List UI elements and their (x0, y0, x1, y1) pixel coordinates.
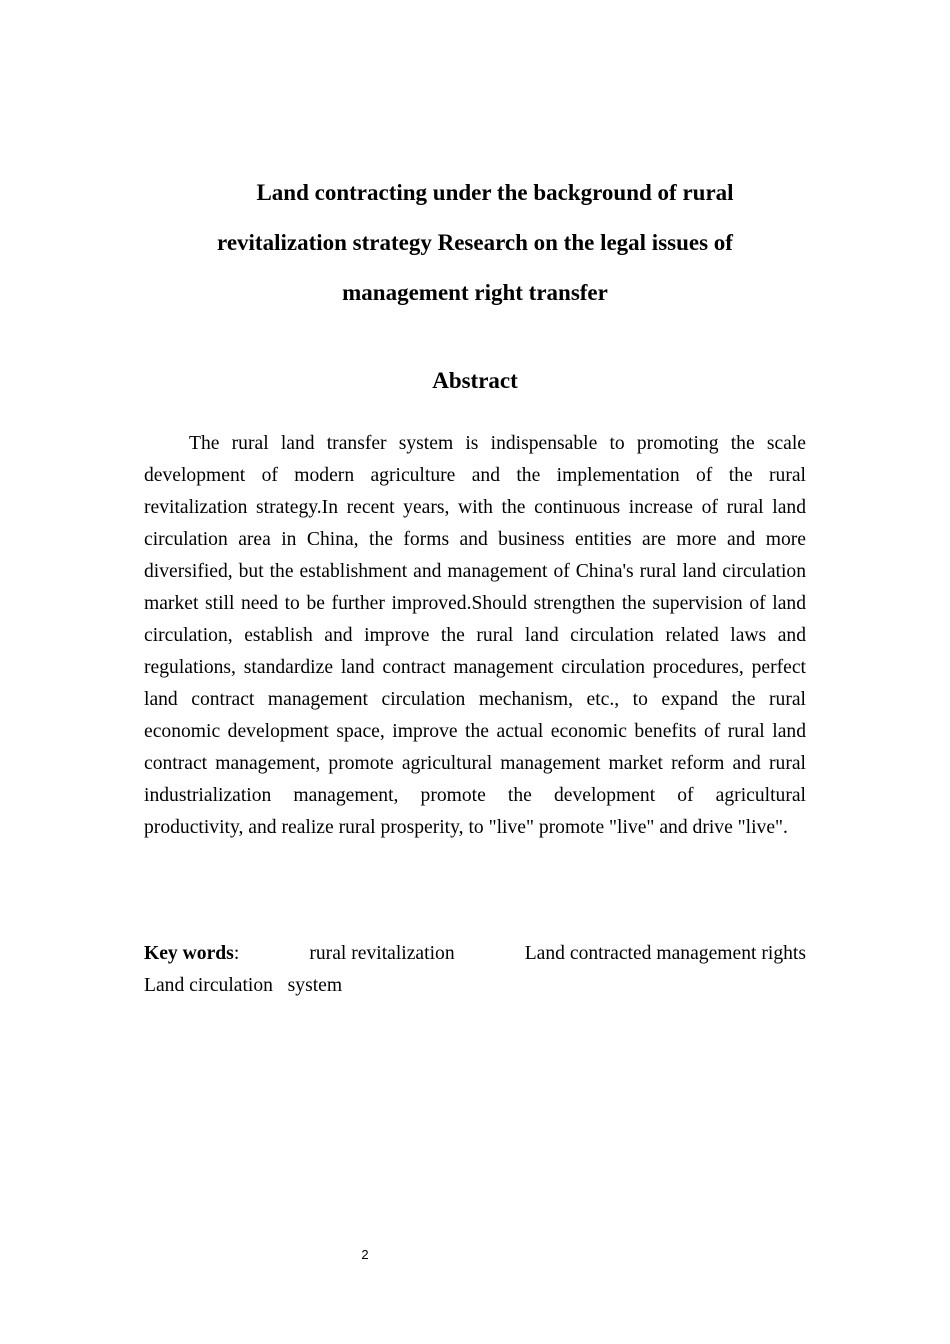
keyword-item: rural revitalization (309, 943, 455, 964)
keyword-item: Land contracted management rights (524, 943, 806, 964)
keywords-row (144, 938, 806, 970)
keyword-item: system (287, 975, 343, 996)
keywords-label-group (144, 938, 239, 970)
title-line-3: management right transfer (342, 280, 608, 305)
abstract-heading: Abstract (432, 368, 518, 393)
keywords-row (144, 970, 806, 1002)
title-line-1: Land contracting under the background of rural (256, 180, 734, 205)
abstract-body: The rural land transfer system is indispensable to promoting the scale development of modern agriculture and the implementation of the rural revitalization strategy.In recent years, with the continuous increase of rural land circulation area in China, the forms and business entities are more and more diversified, but the establishment and management of China's rural land circulation market still need to be further improved.Should strengthen the supervision of land circulation, establish and improve the rural land circulation related laws and regulations, standardize land contract management circulation procedures, perfect land contract management circulation mechanism, etc., to expand the rural economic development space, improve the actual economic benefits of rural land contract management, promote agricultural management market reform and rural industrialization management, promote the development of agricultural productivity, and realize rural prosperity, to "live" promote "live" and drive "live". (144, 433, 806, 838)
keyword-item: Land circulation (144, 975, 273, 996)
paper-title (170, 168, 780, 318)
page-number: 2 (361, 1247, 369, 1262)
title-line-2: revitalization strategy Research on the legal issues of (217, 230, 733, 255)
keywords-separator: : (233, 943, 240, 964)
keywords-section (144, 938, 806, 1002)
keywords-label: Key words (144, 943, 234, 964)
